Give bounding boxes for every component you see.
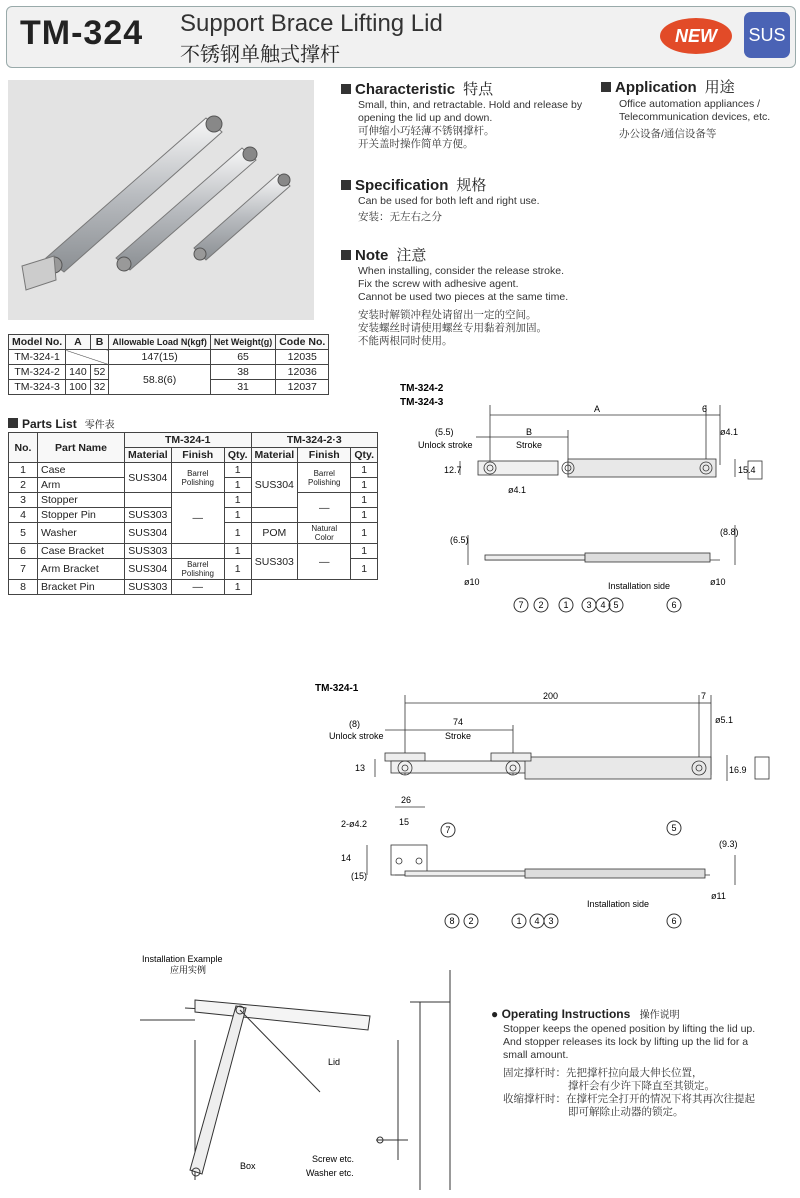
table-row: 4 Stopper Pin SUS303 1 1: [9, 508, 378, 523]
stroke-label: Stroke: [516, 440, 543, 450]
callout-3: 3: [586, 600, 592, 610]
dim-d41-right: ø4.1: [720, 427, 739, 437]
dim-d10-left: ø10: [464, 577, 480, 587]
model-number: TM-324: [20, 14, 144, 52]
application-heading: Application 用途: [601, 76, 735, 97]
application-text: Office automation appliances / Telecommunication devices, etc. 办公设备/通信设备等: [619, 98, 771, 140]
dim-h127: 12.7: [444, 465, 462, 475]
dim-holes: 2-ø4.2: [341, 819, 368, 829]
dim-d10-right: ø10: [710, 577, 726, 587]
callout-1-2: 2: [468, 916, 474, 926]
specification-text: Can be used for both left and right use. 安装：无左右之分: [358, 195, 540, 223]
installation-example: [140, 950, 480, 1190]
table-row: 6 Case Bracket SUS303 1 SUS303 — 1: [9, 544, 378, 559]
operating-heading: ● Operating Instructions 操作说明: [491, 1007, 680, 1021]
drawing-23-label1: TM-324-2: [400, 383, 444, 394]
operating-text: Stopper keeps the opened position by lifting the lid up. And stopper releases its lock by lifting up the lid for a small amount. 固定撑杆时：先把撑杆拉向最大伸长位置， 撑杆会有少许下降直至其锁定。 收缩撑杆时：在撑杆完全打开的情况下将其再次往提起 即可解除止动器的锁定。: [503, 1023, 756, 1118]
product-photo: [8, 80, 314, 320]
dim-7: 7: [701, 691, 707, 701]
callout-1-3: 3: [548, 916, 554, 926]
installation-example-title-cn: 应用实例: [170, 965, 207, 975]
dim-6: 6: [702, 404, 708, 414]
col-code: Code No.: [276, 335, 329, 350]
col-load: Allowable Load N(kgf): [109, 335, 211, 350]
col-a: A: [66, 335, 91, 350]
new-badge: NEW: [660, 18, 732, 54]
callout-1-7: 7: [445, 825, 451, 835]
table-row: TM-324-2 140 52 58.8(6) 38 12036: [9, 365, 329, 380]
characteristic-heading: Characteristic 特点: [341, 78, 493, 99]
col-weight: Net Weight(g): [210, 335, 275, 350]
callout-1-5: 5: [671, 823, 677, 833]
dim-h15: (15): [351, 871, 368, 881]
installation-example-title: Installation Example: [142, 954, 223, 964]
dim-h88: (8.8): [720, 527, 739, 537]
table-row: TM-324-1 147(15) 65 12035: [9, 350, 329, 365]
dim-d11: ø11: [711, 891, 726, 901]
unlock-stroke-label: Unlock stroke: [418, 440, 473, 450]
table-row: 7 Arm Bracket SUS304 Barrel Polishing 1 1: [9, 559, 378, 580]
callout-4: 4: [600, 600, 606, 610]
table-row: 8 Bracket Pin SUS303 — 1: [9, 580, 378, 595]
dim-h14: 14: [341, 853, 352, 863]
dim-26: 26: [401, 795, 412, 805]
brace-medium: [116, 147, 257, 271]
dim-15: 15: [399, 817, 410, 827]
dim-a: A: [594, 404, 601, 414]
callout-1-1: 1: [516, 916, 522, 926]
drawing-23-label2: TM-324-3: [400, 397, 444, 408]
callout-1: 1: [563, 600, 569, 610]
parts-list-heading: Parts List 零件表: [8, 416, 115, 431]
stroke-label-1: Stroke: [445, 731, 472, 741]
lid-label: Lid: [328, 1057, 341, 1067]
model-table: [8, 334, 329, 395]
drawing-tm324-23: [390, 375, 800, 625]
dim-unlock-8: (8): [349, 719, 360, 729]
callout-2: 2: [538, 600, 544, 610]
product-title-en: Support Brace Lifting Lid: [180, 10, 443, 37]
specification-heading: Specification 规格: [341, 174, 486, 195]
product-photo-illustration: [8, 80, 314, 320]
table-row: 3 Stopper — 1 — 1: [9, 493, 378, 508]
callout-1-8: 8: [449, 916, 455, 926]
installation-side-label-1: Installation side: [587, 899, 650, 909]
callout-1-6: 6: [671, 916, 677, 926]
dim-unlock: (5.5): [435, 427, 454, 437]
dim-h65: (6.5): [450, 535, 469, 545]
box-label: Box: [240, 1161, 256, 1171]
note-heading: Note 注意: [341, 244, 426, 265]
note-text: When installing, consider the release stroke. Fix the screw with adhesive agent. Cannot be used two pieces at the same time. 安装时解锁冲程处请留出一定的空间。 安装螺丝时请使用螺丝专用黏着剂加固。 不能两根同时使用。: [358, 265, 569, 347]
drawing-1-label: TM-324-1: [315, 683, 359, 694]
drawing-tm324-1: [315, 675, 800, 935]
dim-h13: 13: [355, 763, 366, 773]
installation-side-label: Installation side: [608, 581, 671, 591]
sus-badge: SUS: [744, 12, 790, 58]
table-row: 2 Arm 1 1: [9, 478, 378, 493]
product-title-cn: 不锈钢单触式撑杆: [180, 44, 340, 66]
dim-h154: 15.4: [738, 465, 756, 475]
washer-label: Washer etc.: [306, 1168, 354, 1178]
characteristic-text: Small, thin, and retractable. Hold and release by opening the lid up and down. 可伸缩小巧轻薄不锈钢撑杆。 开关盖时操作简单方便。: [358, 99, 583, 150]
parts-table: No. Part Name TM-324-1 TM-324-2·3 Material Finish Qty. Material Finish Qty. 1 Case SUS304 Barrel Polishing 1 SUS304 Barrel Polishing 1 2 Arm 1 1 3 Stopper — 1 — 1 4 Stopper Pin SUS303 1 1 5 Washer SUS304 1 POM Natural Color 1 6 Case Bracket SUS303 1 SUS303 — 1 7 Arm Bracket SUS304 Barrel Polishing 1 1 8 Bracket Pin SUS303 — 1: [8, 432, 378, 595]
table-row: 1 Case SUS304 Barrel Polishing 1 SUS304 Barrel Polishing 1: [9, 463, 378, 478]
col-model: Model No.: [9, 335, 66, 350]
screw-label: Screw etc.: [312, 1154, 355, 1164]
callout-7: 7: [518, 600, 524, 610]
table-row: 5 Washer SUS304 1 POM Natural Color 1: [9, 523, 378, 544]
callout-6: 6: [671, 600, 677, 610]
dim-200: 200: [543, 691, 559, 701]
dim-d51: ø5.1: [715, 715, 734, 725]
callout-1-4: 4: [534, 916, 540, 926]
table-row: TM-324-3 100 32 31 12037: [9, 380, 329, 395]
dim-b: B: [526, 427, 533, 437]
dim-h169: 16.9: [729, 765, 747, 775]
dim-74: 74: [453, 717, 464, 727]
callout-5: 5: [613, 600, 619, 610]
dim-d41-left: ø4.1: [508, 485, 527, 495]
col-b: B: [90, 335, 109, 350]
dim-h93: (9.3): [719, 839, 738, 849]
unlock-stroke-label-1: Unlock stroke: [329, 731, 384, 741]
